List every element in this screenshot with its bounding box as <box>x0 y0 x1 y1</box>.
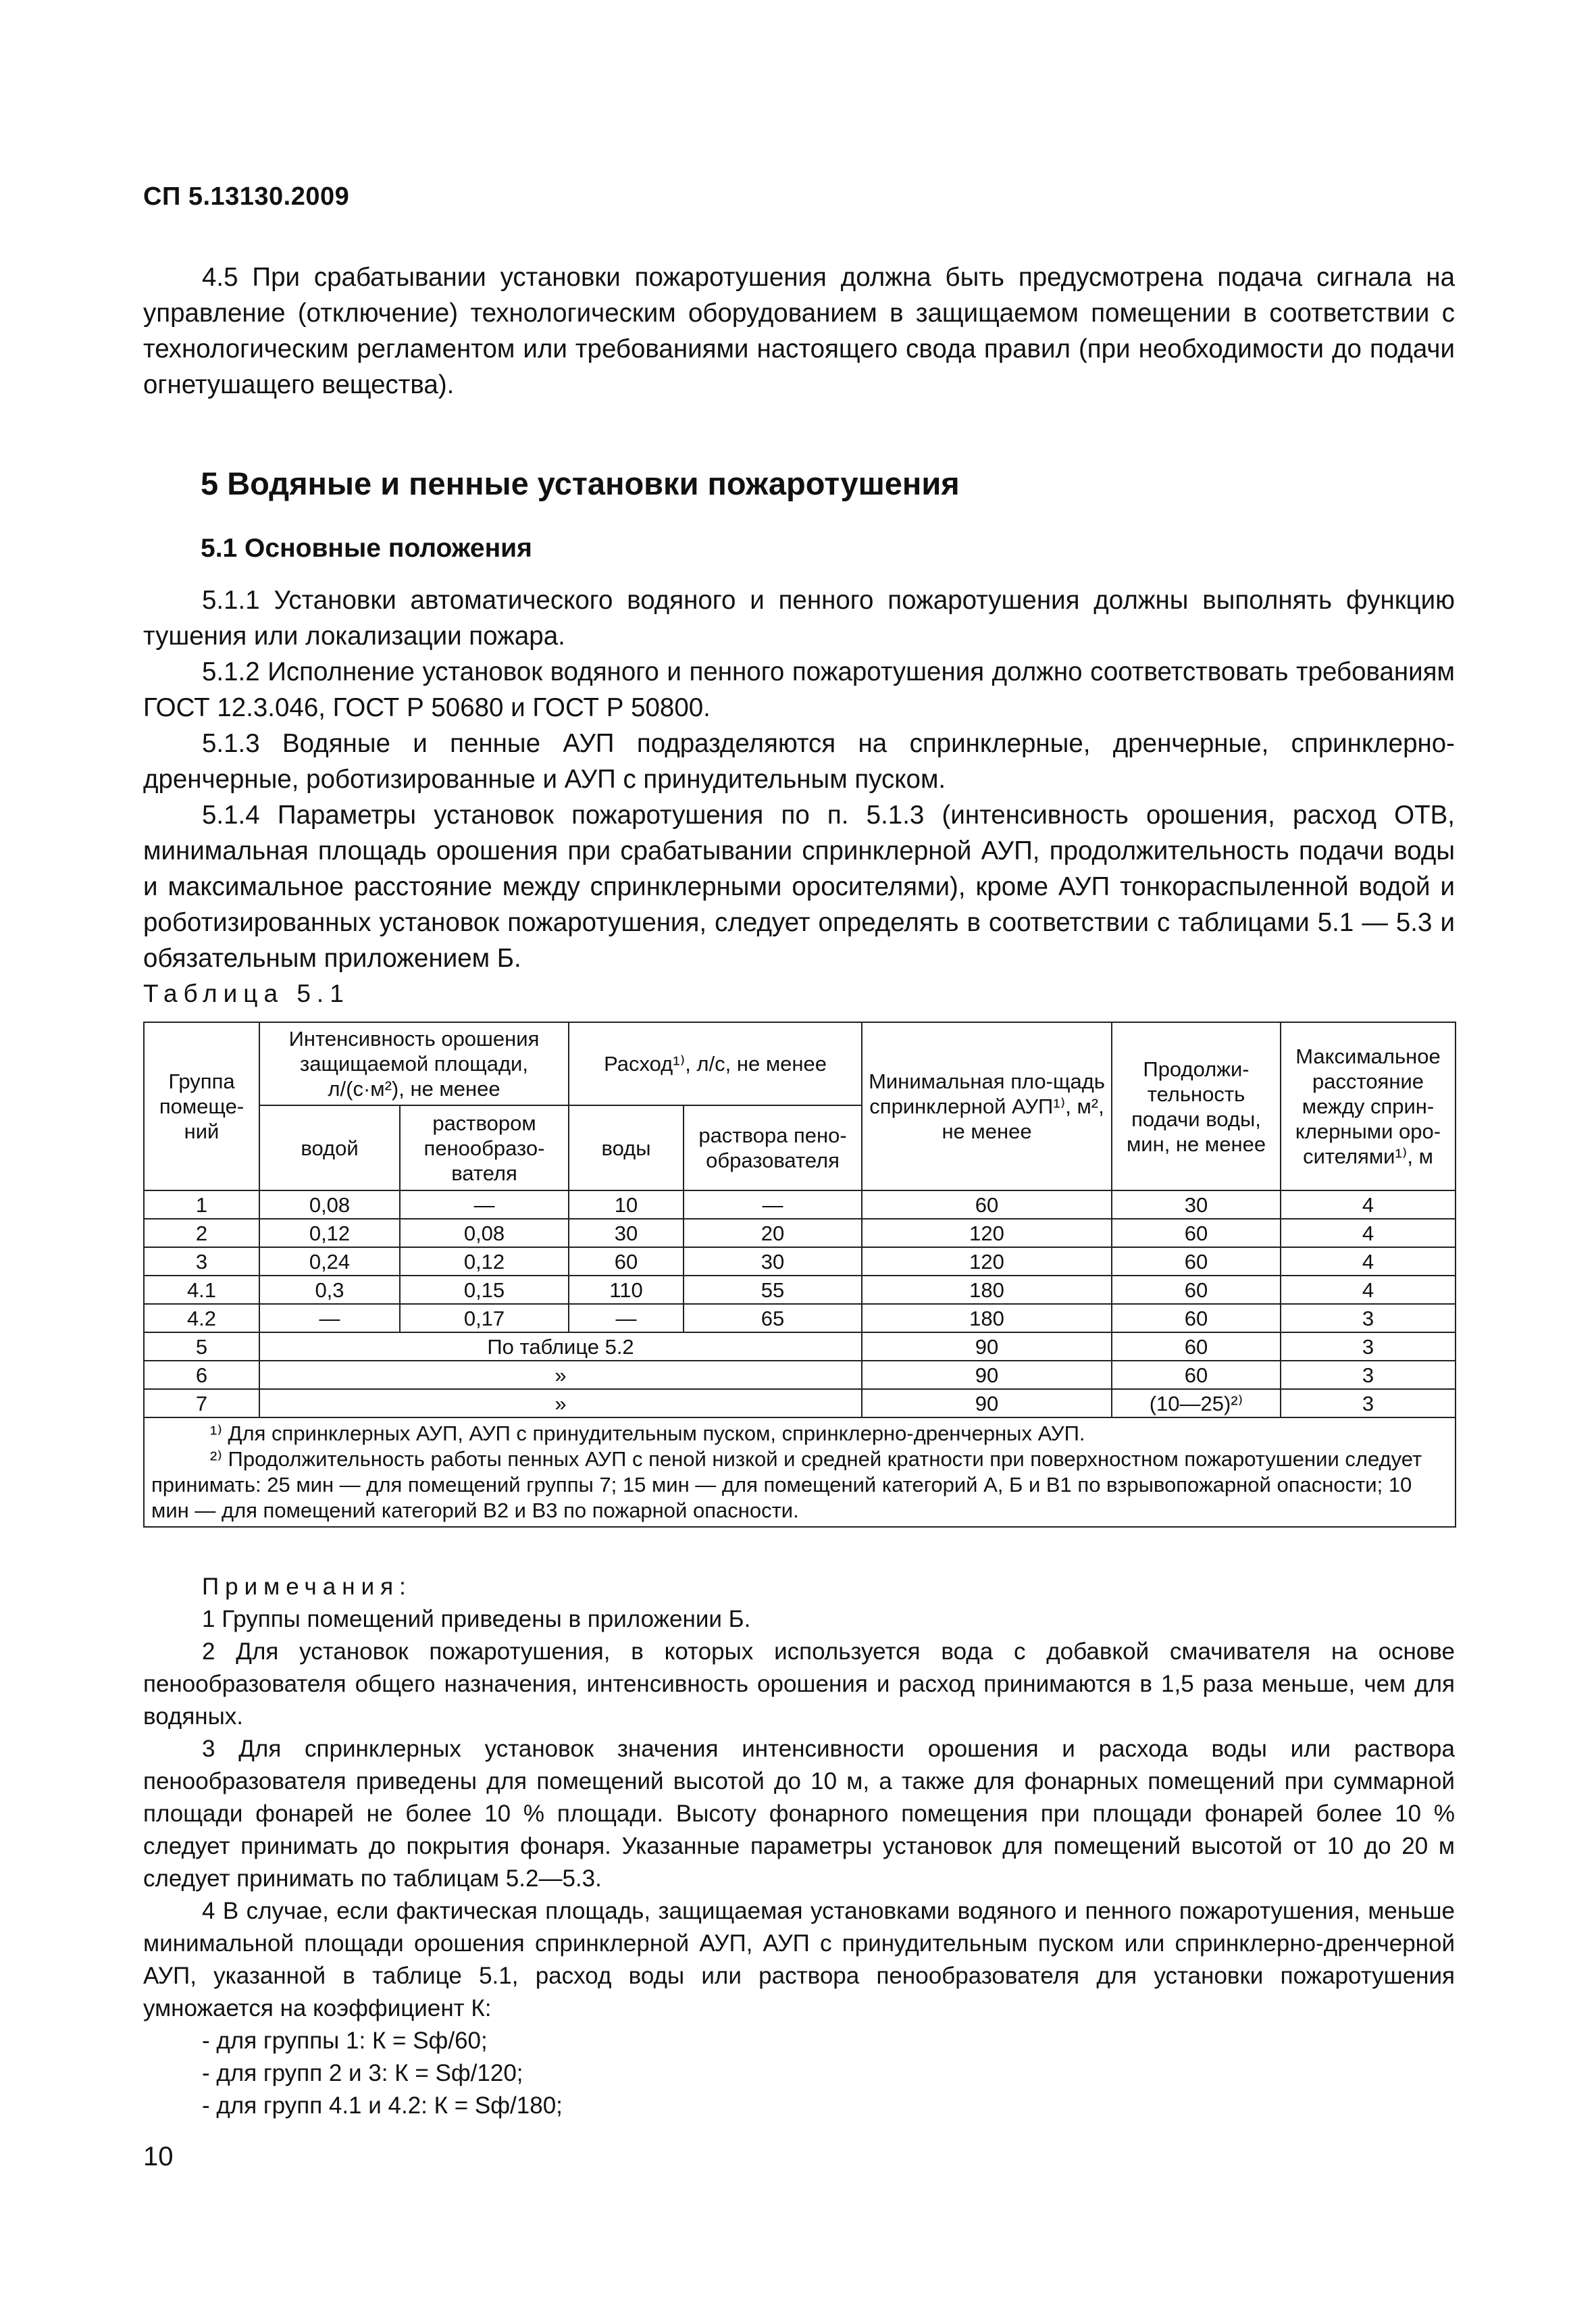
clause-4-5: 4.5 При срабатывании установки пожаротушения должна быть предусмотрена подача сигнала на управление (отключение) технологическим оборудованием в защищаемом помещении в соответствии с технологическим регламентом или требованиями настоящего свода правил (при необходимости до подачи огнетушащего вещества). <box>143 263 1455 399</box>
table-cell: 0,24 <box>259 1247 400 1276</box>
table-cell: 0,12 <box>259 1219 400 1247</box>
table-cell: 3 <box>1281 1304 1456 1332</box>
table-row <box>144 1219 1456 1247</box>
table-cell: 4 <box>1281 1190 1456 1219</box>
table-cell: 1 <box>144 1190 259 1219</box>
table-cell: 3 <box>1281 1332 1456 1361</box>
table-cell: 120 <box>862 1219 1112 1247</box>
table-cell: 180 <box>862 1276 1112 1304</box>
table-cell: 110 <box>569 1276 684 1304</box>
table-cell: 7 <box>144 1389 259 1417</box>
table-cell: 0,08 <box>259 1190 400 1219</box>
table-cell: 5 <box>144 1332 259 1361</box>
table-cell: — <box>259 1304 400 1332</box>
table-cell: 3 <box>1281 1361 1456 1389</box>
header-min-area: Минимальная пло-щадь спринклерной АУП¹⁾, м², не менее <box>862 1022 1112 1190</box>
table-cell: 60 <box>1112 1304 1281 1332</box>
table-cell: 30 <box>569 1219 684 1247</box>
clauses-block <box>143 582 1455 976</box>
table-cell: 90 <box>862 1389 1112 1417</box>
table-footnotes <box>144 1417 1456 1527</box>
table-cell: 4 <box>1281 1247 1456 1276</box>
table-row <box>144 1304 1456 1332</box>
table-cell-merged: По таблице 5.2 <box>259 1332 862 1361</box>
table-cell: 0,3 <box>259 1276 400 1304</box>
clause-5-1-4: 5.1.4 Параметры установок пожаротушения по п. 5.1.3 (интенсивность орошения, расход ОТВ, минимальная площадь орошения при срабатывании спринклерной АУП, продолжительность подачи воды и максимальное расстояние между спринклерными оросителями), кроме АУП тонкораспыленной водой и роботизированных установок пожаротушения, следует определять в соответствии с таблицами 5.1 — 5.3 и обязательным приложением Б. <box>143 801 1455 973</box>
table-cell: 0,08 <box>400 1219 569 1247</box>
table-cell: 60 <box>1112 1361 1281 1389</box>
table-cell: 3 <box>144 1247 259 1276</box>
table-5-1 <box>143 1022 1456 1528</box>
formula-group-1: - для группы 1: К = Sф/60; <box>202 2028 488 2054</box>
table-cell: 180 <box>862 1304 1112 1332</box>
table-cell: 6 <box>144 1361 259 1389</box>
clause-5-1-2: 5.1.2 Исполнение установок водяного и пенного пожаротушения должно соответствовать требованиям ГОСТ 12.3.046, ГОСТ Р 50680 и ГОСТ Р 50800. <box>143 657 1455 722</box>
header-max-distance: Максимальное расстояние между сприн-клерными оро-сителями¹⁾, м <box>1281 1022 1456 1190</box>
table-cell-merged: » <box>259 1361 862 1389</box>
table-caption: Таблица 5.1 <box>143 980 350 1007</box>
table-cell: 60 <box>1112 1247 1281 1276</box>
subsection-title: 5.1 Основные положения <box>201 534 532 563</box>
header-flow-foam: раствора пено-образователя <box>684 1105 862 1190</box>
table-cell: 60 <box>1112 1219 1281 1247</box>
table-cell: — <box>400 1190 569 1219</box>
header-flow: Расход¹⁾, л/с, не менее <box>569 1022 862 1105</box>
table-cell: 20 <box>684 1219 862 1247</box>
table-cell-merged: » <box>259 1389 862 1417</box>
header-intensity: Интенсивность орошения защищаемой площади, л/(с·м²), не менее <box>259 1022 569 1105</box>
note-2: 2 Для установок пожаротушения, в которых используется вода с добавкой смачивателя на основе пенообразователя общего назначения, интенсивность орошения и расход принимаются в 1,5 раза меньше, чем для водяных. <box>143 1638 1455 1730</box>
table-cell: 120 <box>862 1247 1112 1276</box>
header-duration: Продолжи-тельность подачи воды, мин, не менее <box>1112 1022 1281 1190</box>
header-intensity-water: водой <box>259 1105 400 1190</box>
intro-paragraph <box>143 259 1455 403</box>
note-3: 3 Для спринклерных установок значения интенсивности орошения и расхода воды или раствора пенообразователя приведены для помещений высотой до 10 м, а также для фонарных помещений при суммарной площади фонарей не более 10 % площади. Высоту фонарного помещения при площади фонарей более 10 % следует принимать до покрытия фонаря. Указанные параметры установок для помещений высотой от 10 до 20 м следует принимать по таблицам 5.2—5.3. <box>143 1736 1455 1892</box>
table-cell: 60 <box>862 1190 1112 1219</box>
table-cell: 90 <box>862 1332 1112 1361</box>
page-number: 10 <box>143 2142 174 2171</box>
header-group: Группа помеще-ний <box>144 1022 259 1190</box>
table-cell: 4.1 <box>144 1276 259 1304</box>
table-row <box>144 1361 1456 1389</box>
table-cell: — <box>684 1190 862 1219</box>
footnote-2: ²⁾ Продолжительность работы пенных АУП с пеной низкой и средней кратности при поверхностном пожаротушении следует принимать: 25 мин — для помещений группы 7; 15 мин — для помещений категорий А, Б и В1 по взрывопожарной опасности; 10 мин — для помещений категорий В2 и В3 по пожарной опасности. <box>151 1447 1422 1522</box>
table-cell: 0,15 <box>400 1276 569 1304</box>
table-row <box>144 1389 1456 1417</box>
notes-title: Примечания: <box>202 1574 412 1600</box>
table-row <box>144 1247 1456 1276</box>
table-cell: 30 <box>684 1247 862 1276</box>
table-cell: 0,17 <box>400 1304 569 1332</box>
table-row <box>144 1190 1456 1219</box>
table-cell: 4 <box>1281 1276 1456 1304</box>
header-flow-water: воды <box>569 1105 684 1190</box>
formula-group-4: - для групп 4.1 и 4.2: К = Sф/180; <box>202 2092 563 2119</box>
table-cell: 65 <box>684 1304 862 1332</box>
clause-5-1-1: 5.1.1 Установки автоматического водяного и пенного пожаротушения должны выполнять функцию тушения или локализации пожара. <box>143 586 1455 651</box>
standard-code: СП 5.13130.2009 <box>143 182 350 211</box>
table-header-row-1 <box>144 1022 1456 1105</box>
table-cell: (10—25)²⁾ <box>1112 1389 1281 1417</box>
table-cell: 0,12 <box>400 1247 569 1276</box>
table-row <box>144 1276 1456 1304</box>
table-cell: 90 <box>862 1361 1112 1389</box>
section-title: 5 Водяные и пенные установки пожаротушения <box>201 466 960 501</box>
table-cell: 30 <box>1112 1190 1281 1219</box>
table-cell: 2 <box>144 1219 259 1247</box>
formula-group-2-3: - для групп 2 и 3: К = Sф/120; <box>202 2060 523 2086</box>
table-cell: 10 <box>569 1190 684 1219</box>
footnote-1: ¹⁾ Для спринклерных АУП, АУП с принудительным пуском, спринклерно-дренчерных АУП. <box>210 1422 1085 1445</box>
table-cell: 60 <box>1112 1276 1281 1304</box>
clause-5-1-3: 5.1.3 Водяные и пенные АУП подразделяются на спринклерные, дренчерные, спринклерно-дренчерные, роботизированные и АУП с принудительным пуском. <box>143 729 1455 794</box>
table-cell: 3 <box>1281 1389 1456 1417</box>
table-cell: 4 <box>1281 1219 1456 1247</box>
note-1: 1 Группы помещений приведены в приложении Б. <box>202 1606 751 1632</box>
table-footnotes-row <box>144 1417 1456 1527</box>
table-cell: 60 <box>569 1247 684 1276</box>
notes-block <box>143 1571 1455 2122</box>
table-row <box>144 1332 1456 1361</box>
note-4: 4 В случае, если фактическая площадь, защищаемая установками водяного и пенного пожаротушения, меньше минимальной площади орошения спринклерной АУП, АУП с принудительным пуском или спринклерно-дренчерной АУП, указанной в таблице 5.1, расход воды или раствора пенообразователя для установки пожаротушения умножается на коэффициент К: <box>143 1898 1455 2021</box>
table-cell: — <box>569 1304 684 1332</box>
table-cell: 4.2 <box>144 1304 259 1332</box>
table-cell: 55 <box>684 1276 862 1304</box>
header-intensity-foam: раствором пенообразо-вателя <box>400 1105 569 1190</box>
table-cell: 60 <box>1112 1332 1281 1361</box>
